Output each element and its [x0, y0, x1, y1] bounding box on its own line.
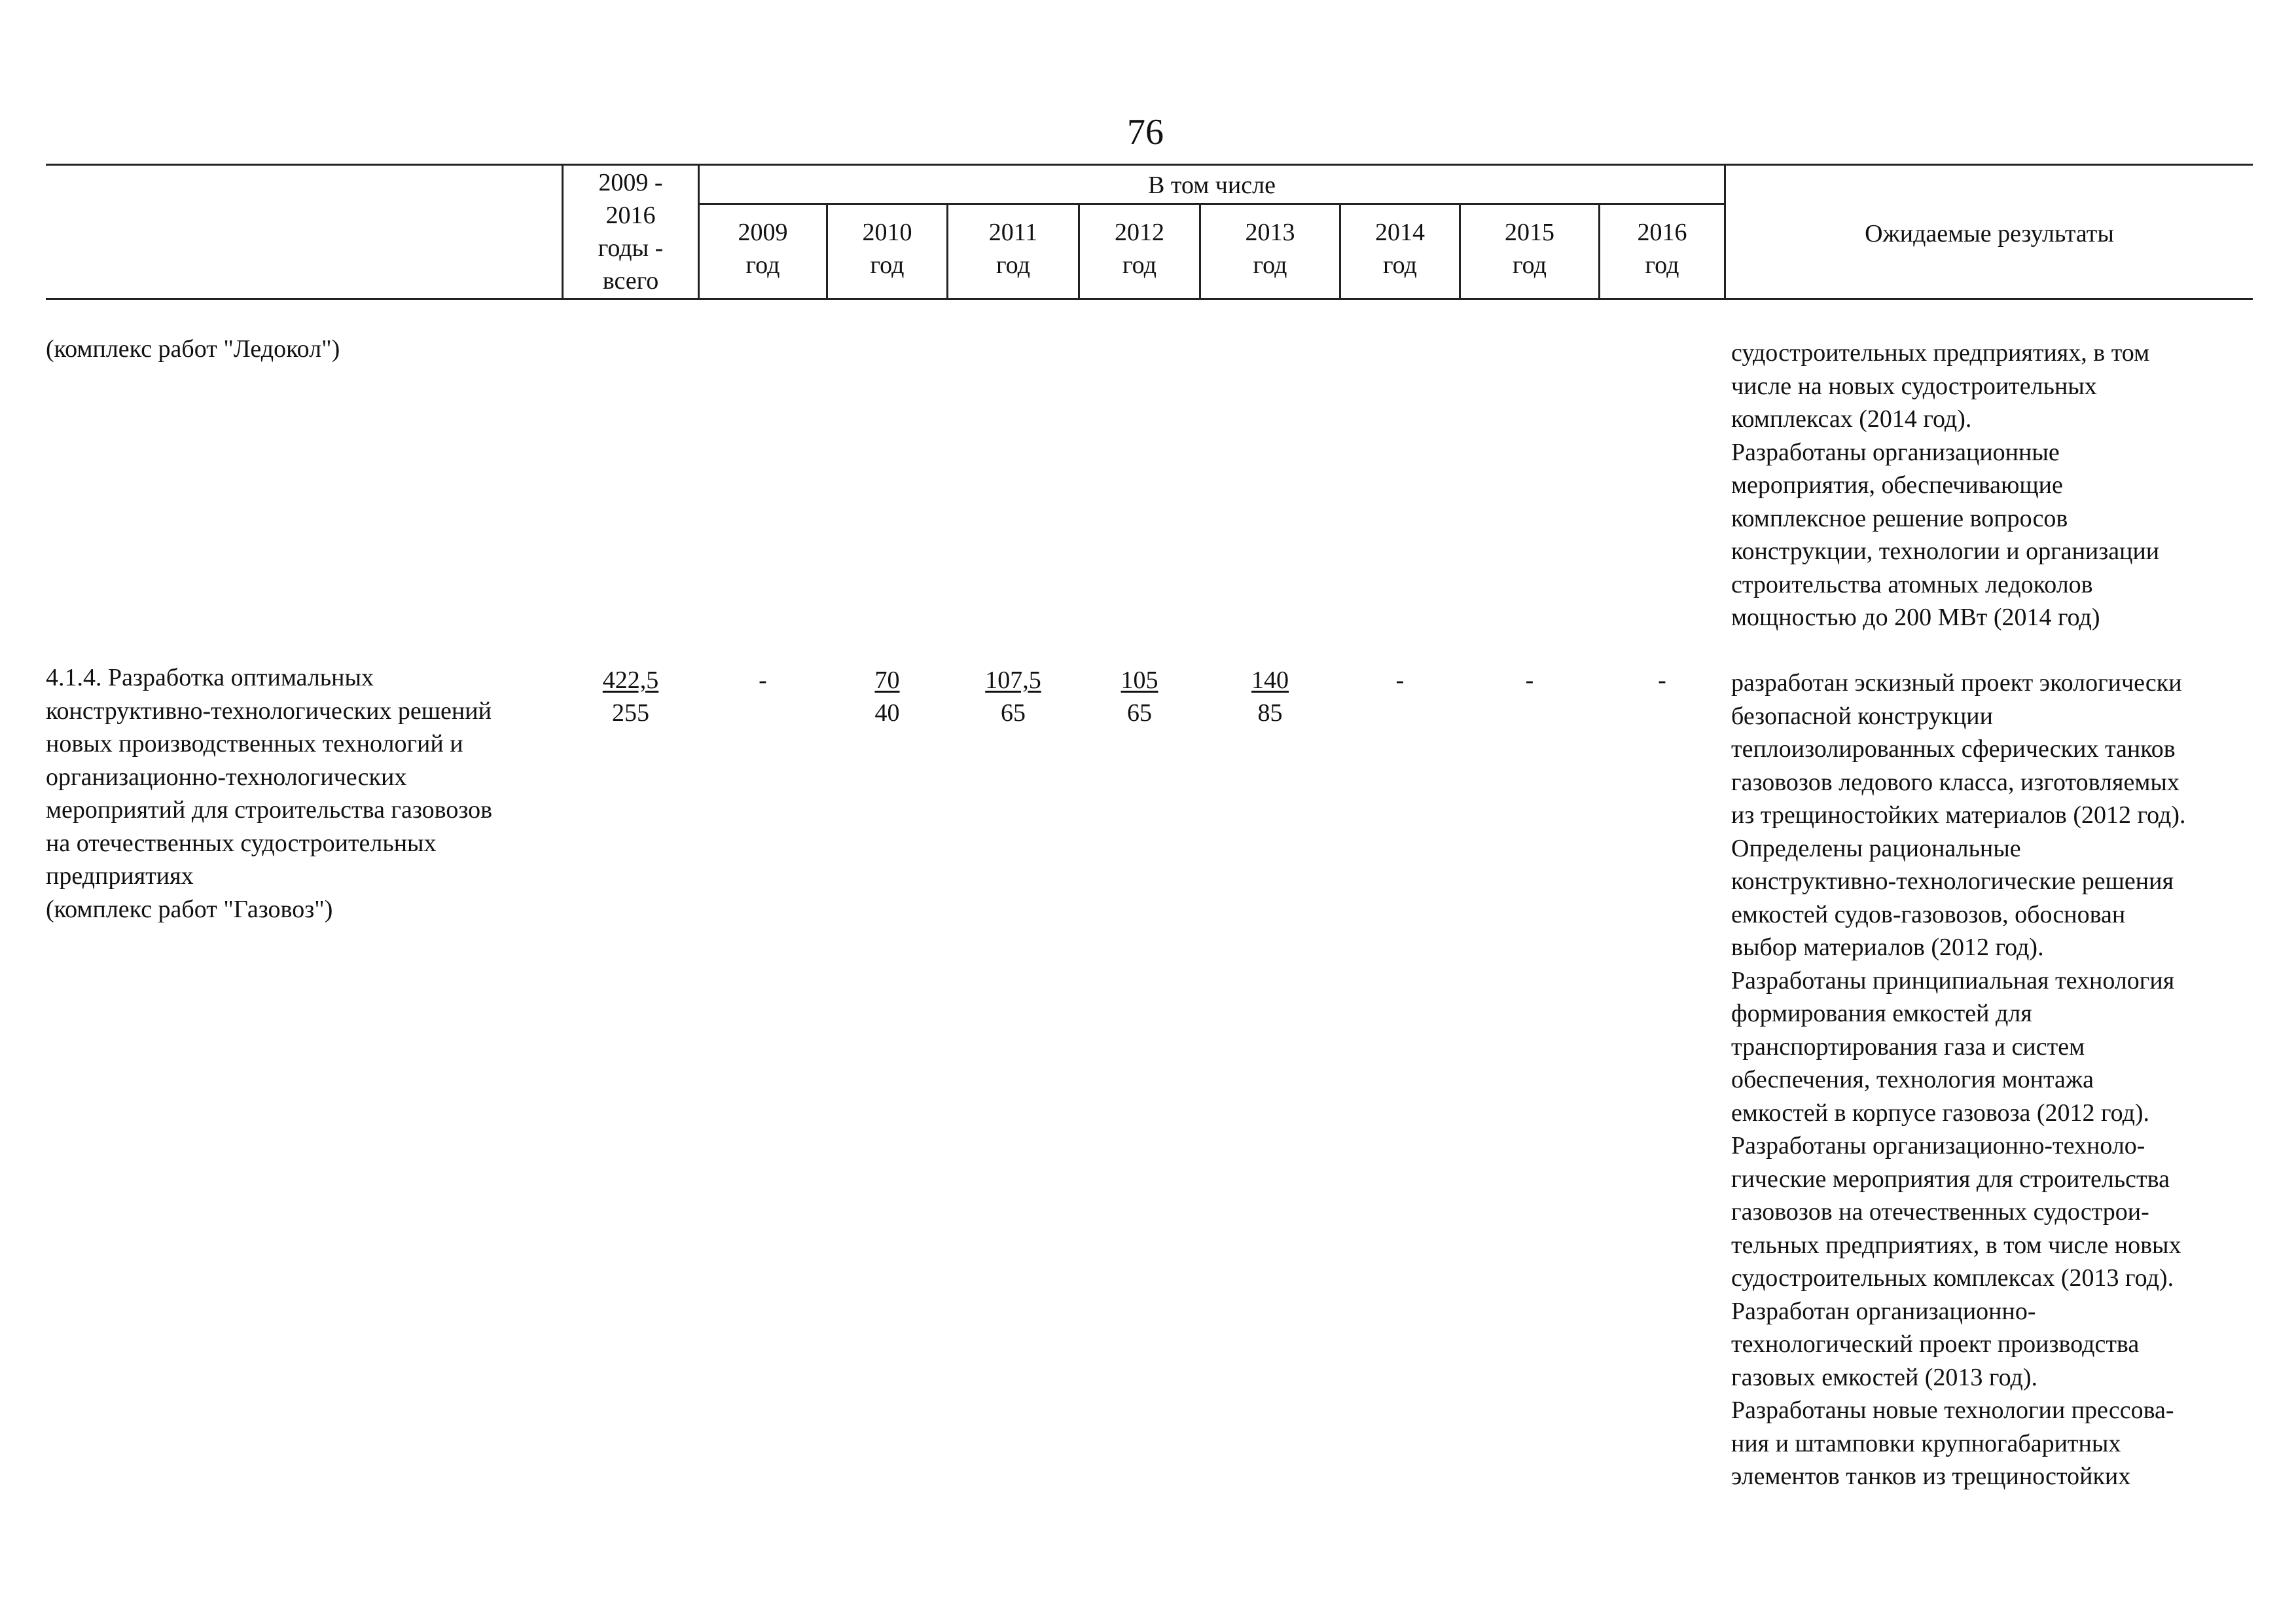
cell-value-top: 422,5 — [602, 666, 659, 694]
row-name-line: предприятиях — [46, 862, 194, 890]
header-top-rule — [46, 164, 2253, 166]
header-year-unit: год — [745, 251, 780, 279]
header-year-2010 — [828, 216, 946, 282]
result-line: судостроительных предприятиях, в том — [1731, 339, 2150, 367]
cell-2009 — [700, 664, 826, 697]
cell-value-top: 105 — [1121, 666, 1158, 694]
result-line: мощностью до 200 МВт (2014 год) — [1731, 604, 2100, 631]
row-name-line: организационно-технологических — [46, 763, 407, 791]
result-line: комплексах (2014 год). — [1731, 405, 1972, 433]
row-name-line: 4.1.4. Разработка оптимальных — [46, 664, 374, 691]
cell-value-top: 140 — [1251, 666, 1289, 694]
header-year-unit: год — [1383, 251, 1417, 279]
row-results — [1731, 337, 2255, 634]
header-year-2014 — [1341, 216, 1459, 282]
cell-value-top: - — [1395, 666, 1405, 694]
result-line: конструктивно-технологические решения — [1731, 867, 2174, 895]
header-year: 2011 — [988, 219, 1038, 246]
header-year-unit: год — [1253, 251, 1287, 279]
result-line: выбор материалов (2012 год). — [1731, 934, 2044, 961]
cell-2013 — [1201, 664, 1339, 729]
row-name-line: (комплекс работ "Ледокол") — [46, 335, 340, 363]
header-year-unit: год — [870, 251, 905, 279]
result-line: из трещиностойких материалов (2012 год). — [1731, 801, 2186, 829]
result-line: емкостей в корпусе газовоза (2012 год). — [1731, 1099, 2150, 1127]
header-total-line: годы - — [598, 234, 664, 262]
header-group-label: В том числе — [1148, 172, 1276, 199]
result-line: судостроительных комплексах (2013 год). — [1731, 1264, 2174, 1292]
header-total-line: 2009 - — [598, 169, 663, 196]
cell-2014 — [1341, 664, 1459, 697]
header-year: 2010 — [862, 219, 912, 246]
cell-value-bottom: 85 — [1257, 699, 1283, 727]
result-line: элементов танков из трещиностойких — [1731, 1463, 2131, 1490]
result-line: Разработаны принципиальная технология — [1731, 966, 2175, 994]
result-line: гические мероприятия для строительства — [1731, 1165, 2170, 1193]
header-year: 2015 — [1505, 219, 1554, 246]
result-line: строительства атомных ледоколов — [1731, 570, 2093, 598]
result-line: формирования емкостей для — [1731, 1000, 2032, 1027]
row-results — [1731, 666, 2268, 1493]
result-line: емкостей судов-газовозов, обоснован — [1731, 900, 2126, 928]
header-year-unit: год — [996, 251, 1030, 279]
header-year-unit: год — [1645, 251, 1679, 279]
group-divider-rule — [699, 203, 1725, 205]
page-number: 76 — [1127, 112, 1164, 153]
cell-value-bottom: 65 — [1127, 699, 1152, 727]
header-year-2011 — [948, 216, 1078, 282]
header-total-line: всего — [602, 267, 659, 295]
row-name-line: конструктивно-технологических решений — [46, 697, 492, 725]
result-line: газовых емкостей (2013 год). — [1731, 1363, 2037, 1391]
cell-value-bottom: 40 — [874, 699, 900, 727]
cell-2011 — [948, 664, 1078, 729]
result-line: комплексное решение вопросов — [1731, 504, 2068, 532]
result-line: Разработаны организационно-техноло- — [1731, 1132, 2145, 1159]
header-year-2016 — [1600, 216, 1724, 282]
result-line: Определены рациональные — [1731, 834, 2021, 862]
header-year-unit: год — [1122, 251, 1157, 279]
header-total — [564, 166, 698, 297]
row-name-line: мероприятий для строительства газовозов — [46, 796, 493, 824]
header-year-2015 — [1461, 216, 1598, 282]
header-year: 2013 — [1245, 219, 1295, 246]
result-line: Разработаны организационные — [1731, 438, 2060, 466]
result-line: газовозов ледового класса, изготовляемых — [1731, 768, 2179, 796]
row-name — [46, 333, 556, 366]
header-total-line: 2016 — [605, 202, 656, 229]
result-line: транспортирования газа и систем — [1731, 1032, 2085, 1061]
result-line: Разработаны новые технологии прессова- — [1731, 1396, 2174, 1424]
header-year: 2014 — [1375, 219, 1425, 246]
result-line: обеспечения, технология монтажа — [1731, 1066, 2094, 1093]
header-year-2009 — [700, 216, 826, 282]
result-line: тельных предприятиях, в том числе новых — [1731, 1231, 2181, 1259]
cell-total — [564, 664, 698, 729]
result-line: числе на новых судостроительных — [1731, 372, 2097, 400]
row-name-line: (комплекс работ "Газовоз") — [46, 895, 333, 923]
cell-value-top: - — [1525, 666, 1534, 694]
result-line: конструкции, технологии и организации — [1731, 538, 2160, 565]
row-name-line: на отечественных судостроительных — [46, 829, 437, 857]
cell-value-bottom: 65 — [1001, 699, 1026, 727]
cell-2012 — [1080, 664, 1199, 729]
header-year-2012 — [1080, 216, 1199, 282]
header-bottom-rule — [46, 298, 2253, 300]
header-year: 2009 — [738, 219, 788, 246]
result-line: Разработан организационно- — [1731, 1297, 2036, 1325]
cell-value-top: - — [1658, 666, 1666, 694]
cell-2016 — [1600, 664, 1724, 697]
cell-value-top: 70 — [874, 666, 900, 694]
result-line: безопасной конструкции — [1731, 702, 1993, 730]
result-line: мероприятия, обеспечивающие — [1731, 471, 2063, 499]
result-line: ния и штамповки крупногабаритных — [1731, 1429, 2121, 1457]
cell-2010 — [828, 664, 946, 729]
header-year: 2012 — [1115, 219, 1164, 246]
row-name — [46, 661, 563, 926]
cell-value-top: 107,5 — [985, 666, 1041, 694]
header-year: 2016 — [1637, 219, 1687, 246]
header-year-unit: год — [1513, 251, 1547, 279]
cell-value-bottom: 255 — [612, 699, 649, 727]
result-line: теплоизолированных сферических танков — [1731, 735, 2176, 763]
cell-2015 — [1461, 664, 1598, 697]
header-results: Ожидаемые результаты — [1865, 220, 2114, 247]
result-line: разработан эскизный проект экологически — [1731, 669, 2182, 697]
row-name-line: новых производственных технологий и — [46, 730, 463, 757]
result-line: газовозов на отечественных судострои- — [1731, 1198, 2149, 1226]
header-year-2013 — [1201, 216, 1339, 282]
result-line: технологический проект производства — [1731, 1330, 2140, 1358]
cell-value-top: - — [759, 666, 767, 694]
